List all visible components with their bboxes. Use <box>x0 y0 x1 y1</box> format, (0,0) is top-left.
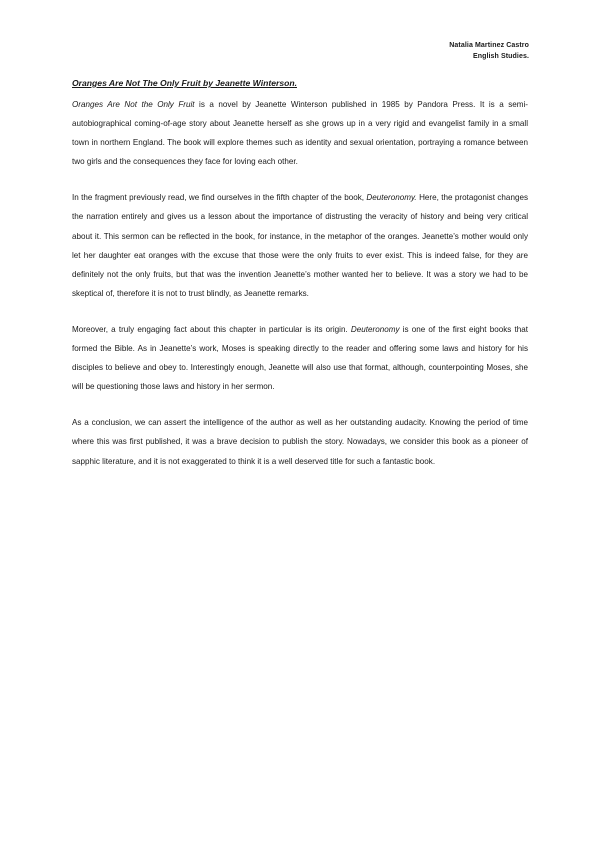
document-body <box>72 78 528 471</box>
paragraph-text: Moreover, a truly engaging fact about this chapter in particular is its origin. <box>72 324 351 334</box>
paragraph-text: is a novel by Jeanette Winterson published in 1985 by Pandora Press. It is a semi-autobiographical coming-of-age story about Jeanette herself as she grows up in a very rigid and evangelist family in a small town in northern England. The book will explore themes such as identity and sexual orientation, portraying a romance between two girls and the consequences they face for loving each other. <box>72 100 528 167</box>
paragraph-text: is one of the first eight books that formed the Bible. As in Jeanette’s work, Moses is speaking directly to the reader and offering some laws and history for his disciples to believe and obey to. Interestingly enough, Jeanette will also use that format, although, counterpointing Moses, she will be questioning those laws and history in her sermon. <box>72 324 529 392</box>
chapter-title-italic: Deuteronomy <box>350 324 400 334</box>
paragraph-chapter-origin <box>72 320 528 396</box>
paragraph-text: In the fragment previously read, we find ourselves in the fifth chapter of the book, <box>72 193 367 203</box>
book-title-italic: Oranges Are Not the Only Fruit <box>72 100 195 109</box>
paragraph-text: Here, the protagonist changes the narration entirely and gives us a lesson about the importance of distrusting the veracity of history and being very critical about it. This sermon can be reflected in the book, for instance, in the metaphor of the oranges. Jeanette’s mother would only let her daughter eat oranges with the excuse that those were the only fruits to ever exist. This is indeed false, for they are definitely not the only fruits, but that was the invention Jeanette’s mother wanted her to believe. It was a story we had to be skeptical of, therefore it is not to trust blindly, as Jeanette remarks. <box>72 193 528 298</box>
document-title: Oranges Are Not The Only Fruit by Jeanette Winterson. <box>72 78 297 88</box>
author-name: Natalia Martinez Castro <box>449 42 529 49</box>
page-header <box>449 40 529 62</box>
paragraph-conclusion: As a conclusion, we can assert the intelligence of the author as well as her outstanding audacity. Knowing the period of time where this was first published, it was a brave decision to publish the story. Nowadays, we consider this book as a pioneer of sapphic literature, and it is not exaggerated to think it is a well deserved title for such a fantastic book. <box>72 418 528 466</box>
course-name: English Studies. <box>472 53 529 60</box>
paragraph-introduction <box>72 95 528 171</box>
chapter-title-italic: Deuteronomy. <box>366 193 417 203</box>
paragraph-fragment-analysis <box>72 188 528 303</box>
